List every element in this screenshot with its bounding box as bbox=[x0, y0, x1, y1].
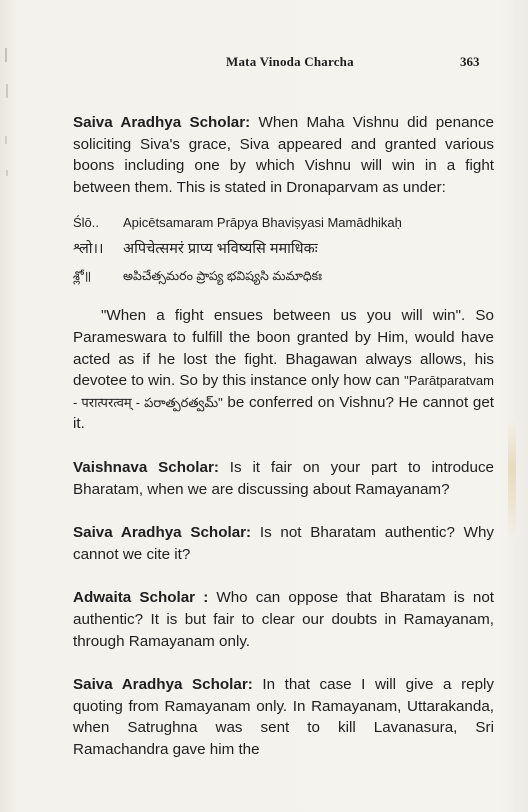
paragraph-text: "When a fight ensues between us you will win". So Parameswara to fulfill the boon granted by Him, would have acted as if he lost the fight. Bhagawan always allows, his devotee to win. So by this instance only how can bbox=[73, 307, 494, 390]
speaker-label: Vaishnava Scholar: bbox=[73, 458, 219, 476]
quoted-term: "Parātparatvam - परात्परत्वम् - పరాత్పరత్వమ్" bbox=[73, 373, 494, 410]
speaker-label: Saiva Aradhya Scholar: bbox=[73, 524, 252, 542]
speaker-label: Adwaita Scholar : bbox=[73, 589, 209, 607]
speaker-label: Saiva Aradhya Scholar: bbox=[73, 114, 251, 131]
verse-text: अपिचेत्समरं प्राप्य भविष्यसि ममाधिकः bbox=[123, 241, 318, 258]
paragraph-text: Who can oppose that Bharatam is not authentic? It is but fair to clear our doubts in Ramayanam, through Ramayanam only. bbox=[73, 589, 494, 650]
paragraph-vaishnava bbox=[73, 457, 494, 500]
verse-text: Apicētsamaram Prāpya Bhaviṣyasi Mamādhikaḥ bbox=[123, 215, 402, 231]
spacer bbox=[73, 500, 494, 522]
spacer bbox=[73, 293, 494, 305]
verse-label: श्लो।। bbox=[73, 241, 104, 258]
running-header bbox=[0, 54, 528, 74]
verse-label: శ్లో॥ bbox=[73, 269, 92, 284]
verse-text: అపిచేత్సమరం ప్రాప్య భవిష్యసి మమాధికః bbox=[123, 269, 322, 284]
spacer bbox=[73, 435, 494, 457]
paragraph-saiva-2 bbox=[73, 522, 494, 565]
paragraph-text: Is it fair on your part to introduce Bharatam, when we are discussing about Ramayanam? bbox=[73, 458, 494, 498]
spacer bbox=[73, 652, 494, 674]
paragraph-saiva-1 bbox=[73, 112, 494, 198]
running-title: Mata Vinoda Charcha bbox=[226, 54, 354, 69]
spacer bbox=[73, 198, 494, 212]
verse-telugu bbox=[73, 266, 494, 293]
paragraph-text: be conferred on Vishnu? He cannot get it. bbox=[73, 393, 494, 433]
paragraph-text: In that case I will give a reply quoting from Ramayanam only. In Ramayanam, Uttarakanda, when Satrughna was sent to kill Lavanasura, Sri Ramachandra gave him the bbox=[73, 676, 494, 758]
speaker-label: Saiva Aradhya Scholar: bbox=[73, 676, 253, 694]
paragraph-explanation bbox=[73, 305, 494, 435]
paragraph-adwaita bbox=[73, 587, 494, 652]
page-body bbox=[73, 112, 494, 760]
page-number: 363 bbox=[460, 54, 480, 69]
spacer bbox=[73, 565, 494, 587]
verse-label: Ślō.. bbox=[73, 215, 100, 231]
paragraph-text: Is not Bharatam authentic? Why cannot we cite it? bbox=[73, 524, 494, 563]
paragraph-text: When Maha Vishnu did penance soliciting Siva's grace, Siva appeared and granted various boons including one by which Vishnu will win in a fight between them. This is stated in Dronaparvam as under: bbox=[73, 114, 495, 196]
paper-stain bbox=[508, 420, 516, 540]
verse-devanagari bbox=[73, 239, 494, 266]
paragraph-saiva-3 bbox=[73, 674, 494, 760]
verse-transliteration bbox=[73, 212, 494, 239]
